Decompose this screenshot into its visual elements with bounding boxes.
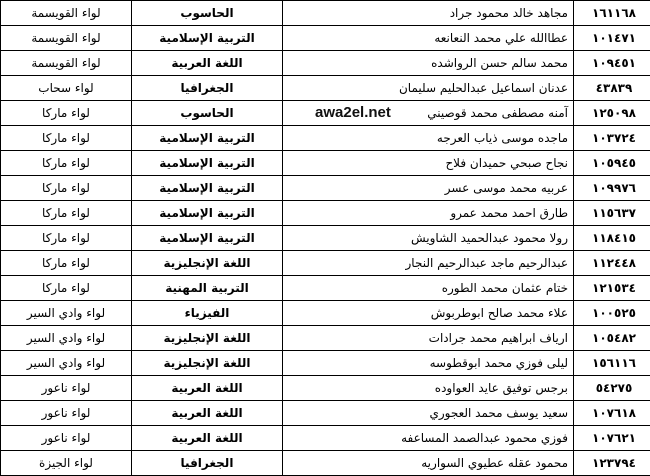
subject-cell: التربية المهنية [132, 276, 283, 301]
region-cell: لواء ماركا [1, 126, 132, 151]
region-cell: لواء ناعور [1, 401, 132, 426]
region-cell: لواء وادي السير [1, 301, 132, 326]
number-cell: ١٠٩٤٥١ [574, 51, 650, 76]
table-row [1, 26, 650, 51]
region-cell: لواء القويسمة [1, 26, 132, 51]
table-row [1, 276, 650, 301]
subject-cell: الحاسوب [132, 1, 283, 26]
subject-cell: التربية الإسلامية [132, 226, 283, 251]
table-row [1, 401, 650, 426]
name-cell: علاء محمد صالح ابوطربوش [283, 301, 574, 326]
table-row [1, 51, 650, 76]
number-cell: ١٢٣٧٩٤ [574, 451, 650, 476]
number-cell: ١٠٠٥٢٥ [574, 301, 650, 326]
region-cell: لواء وادي السير [1, 351, 132, 376]
table-row [1, 126, 650, 151]
name-cell: عدنان اسماعيل عبدالحليم سليمان [283, 76, 574, 101]
name-cell: آمنه مصطفى محمد قوصيني [283, 101, 574, 126]
table-row [1, 1, 650, 26]
region-cell: لواء ماركا [1, 201, 132, 226]
region-cell: لواء ماركا [1, 226, 132, 251]
region-cell: لواء سحاب [1, 76, 132, 101]
table-row [1, 351, 650, 376]
table-row [1, 176, 650, 201]
region-cell: لواء وادي السير [1, 326, 132, 351]
region-cell: لواء ماركا [1, 251, 132, 276]
region-cell: لواء الجيزة [1, 451, 132, 476]
subject-cell: اللغة العربية [132, 401, 283, 426]
number-cell: ١٥٦١١٦ [574, 351, 650, 376]
subject-cell: اللغة العربية [132, 376, 283, 401]
number-cell: ١٠١٤٧١ [574, 26, 650, 51]
name-cell: طارق احمد محمد عمرو [283, 201, 574, 226]
number-cell: ١٠٣٧٢٤ [574, 126, 650, 151]
region-cell: لواء القويسمة [1, 1, 132, 26]
name-cell: عطاالله علي محمد النعانعه [283, 26, 574, 51]
region-cell: لواء القويسمة [1, 51, 132, 76]
region-cell: لواء ماركا [1, 176, 132, 201]
table-body [1, 1, 650, 476]
subject-cell: اللغة الإنجليزية [132, 351, 283, 376]
name-cell: مجاهد خالد محمود جراد [283, 1, 574, 26]
number-cell: ١٠٥٩٤٥ [574, 151, 650, 176]
number-cell: ١٢١٥٣٤ [574, 276, 650, 301]
name-cell: ختام عثمان محمد الطوره [283, 276, 574, 301]
subject-cell: التربية الإسلامية [132, 201, 283, 226]
watermark-text: awa2el.net [312, 104, 394, 121]
number-cell: ٥٤٢٧٥ [574, 376, 650, 401]
subject-cell: اللغة الإنجليزية [132, 251, 283, 276]
table-row [1, 201, 650, 226]
table-row [1, 326, 650, 351]
subject-cell: اللغة العربية [132, 51, 283, 76]
name-cell: ماجده موسى ذياب العرجه [283, 126, 574, 151]
subject-cell: اللغة العربية [132, 426, 283, 451]
region-cell: لواء ماركا [1, 101, 132, 126]
subject-cell: التربية الإسلامية [132, 151, 283, 176]
subject-cell: التربية الإسلامية [132, 176, 283, 201]
table-row [1, 451, 650, 476]
number-cell: ١٠٩٩٧٦ [574, 176, 650, 201]
table-row [1, 226, 650, 251]
subject-cell: الفيزياء [132, 301, 283, 326]
name-cell: عربيه محمد موسى عسر [283, 176, 574, 201]
table-row [1, 376, 650, 401]
subject-cell: الحاسوب [132, 101, 283, 126]
subject-cell: الجغرافيا [132, 76, 283, 101]
number-cell: ١١٥٦٣٧ [574, 201, 650, 226]
name-cell: محمود عقله عطيوي السواريه [283, 451, 574, 476]
name-cell: برجس توفيق عايد العواوده [283, 376, 574, 401]
number-cell: ١٠٧٦٢١ [574, 426, 650, 451]
table-row [1, 426, 650, 451]
table-row [1, 251, 650, 276]
region-cell: لواء ناعور [1, 376, 132, 401]
number-cell: ١٦١١٦٨ [574, 1, 650, 26]
number-cell: ١١٨٤١٥ [574, 226, 650, 251]
number-cell: ١١٢٤٤٨ [574, 251, 650, 276]
subject-cell: الجغرافيا [132, 451, 283, 476]
subject-cell: التربية الإسلامية [132, 26, 283, 51]
number-cell: ١٢٥٠٩٨ [574, 101, 650, 126]
table-row [1, 151, 650, 176]
number-cell: ١٠٧٦١٨ [574, 401, 650, 426]
region-cell: لواء ماركا [1, 151, 132, 176]
name-cell: سعيد يوسف محمد العجوري [283, 401, 574, 426]
name-cell: رولا محمود عبدالحميد الشاويش [283, 226, 574, 251]
subject-cell: اللغة الإنجليزية [132, 326, 283, 351]
table-row [1, 76, 650, 101]
name-cell: فوزي محمود عبدالصمد المساعفه [283, 426, 574, 451]
name-cell: محمد سالم حسن الرواشده [283, 51, 574, 76]
name-cell: عبدالرحيم ماجد عبدالرحيم النجار [283, 251, 574, 276]
table-row [1, 301, 650, 326]
region-cell: لواء ناعور [1, 426, 132, 451]
number-cell: ١٠٥٤٨٢ [574, 326, 650, 351]
name-cell: ليلى فوزي محمد ابوقطوسه [283, 351, 574, 376]
name-cell: نجاح صبحي حميدان فلاح [283, 151, 574, 176]
number-cell: ٤٣٨٣٩ [574, 76, 650, 101]
name-cell: ارياف ابراهيم محمد جرادات [283, 326, 574, 351]
subject-cell: التربية الإسلامية [132, 126, 283, 151]
region-cell: لواء ماركا [1, 276, 132, 301]
